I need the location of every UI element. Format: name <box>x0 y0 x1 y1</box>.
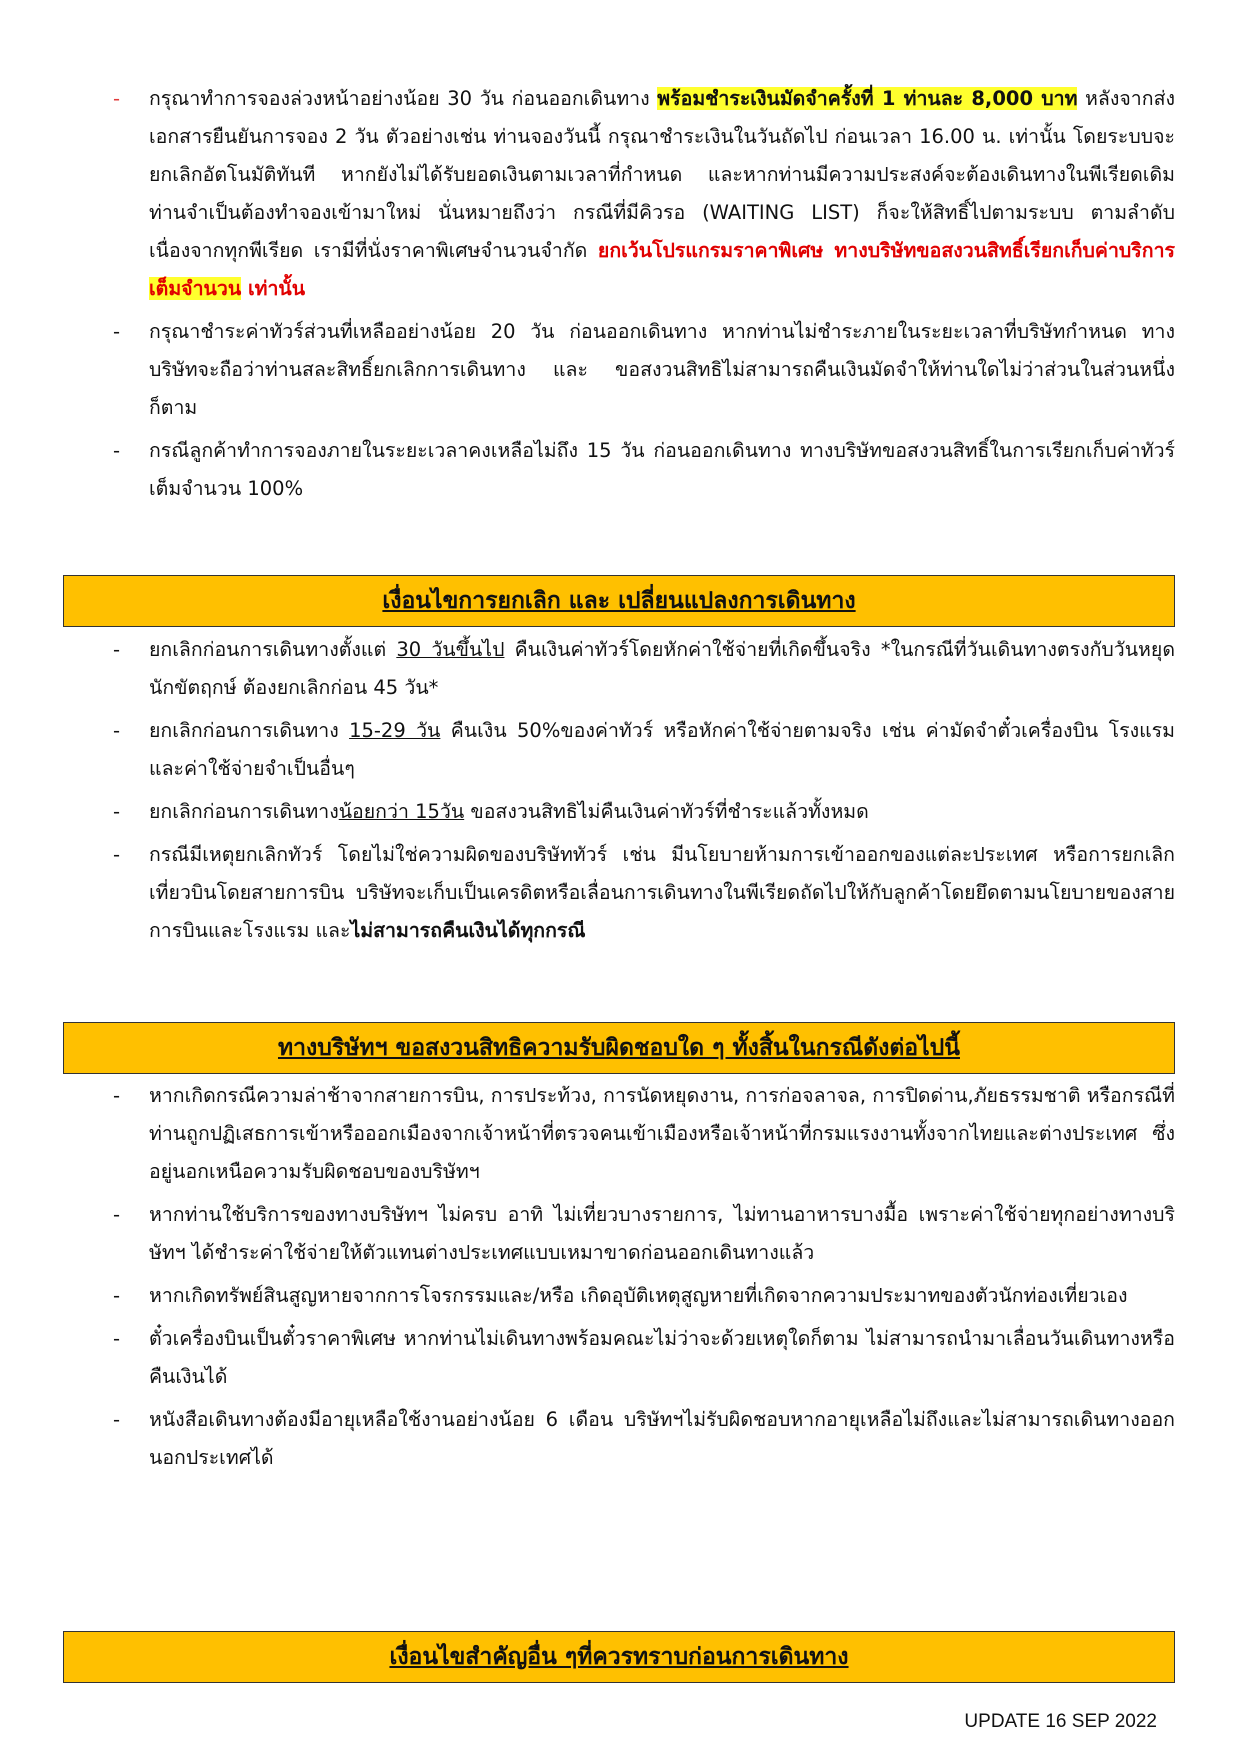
bullet-dash: - <box>113 1203 121 1226</box>
late-booking-text: กรณีลูกค้าทำการจองภายในระยะเวลาคงเหลือไม่ถึง 15 วัน ก่อนออกเดินทาง ทางบริษัทขอสงวนสิทธิ์ในการเรียกเก็บค่าทัวร์เต็มจำนวน 100% <box>149 439 1175 500</box>
liability-text: หนังสือเดินทางต้องมีอายุเหลือใช้งานอย่างน้อย 6 เดือน บริษัทฯไม่รับผิดชอบหากอายุเหลือไม่ถึงและไม่สามารถเดินทางออกนอกประเทศได้ <box>149 1408 1175 1469</box>
section-title: เงื่อนไขสำคัญอื่น ๆที่ควรทราบก่อนการเดินทาง <box>389 1644 849 1670</box>
list-item <box>0 313 1241 427</box>
cancel-text: คืนเงิน 50%ของค่าทัวร์ หรือหักค่าใช้จ่ายตามจริง เช่น ค่ามัดจำตั๋วเครื่องบิน โรงแรม และค่าใช้จ่ายจำเป็นอื่นๆ <box>149 719 1175 780</box>
deposit-highlight: พร้อมชำระเงินมัดจำครั้งที่ 1 ท่านละ 8,000 บาท <box>657 87 1078 110</box>
bullet-dash: - <box>113 800 121 823</box>
cancel-text: กรณีมีเหตุยกเลิกทัวร์ โดยไม่ใช่ความผิดของบริษัททัวร์ เช่น มีนโยบายห้ามการเข้าออกของแต่ละประเทศ หรือการยกเลิกเที่ยวบินโดยสายการบิน บริษัทจะเก็บเป็นเครดิตหรือเลื่อนการเดินทางในพีเรียดถัดไปให้กับลูกค้าโดยยึดตามนโยบายของสายการบินและโรงแรม และ <box>149 843 1175 942</box>
booking-text: หลังจากส่งเอกสารยืนยันการจอง 2 วัน ตัวอย่างเช่น ท่านจองวันนี้ กรุณาชำระเงินในวันถัดไป ก่อนเวลา 16.00 น. เท่านั้น โดยระบบจะยกเลิกอัตโนมัติทันที หากยังไม่ได้รับยอดเงินตามเวลาที่กำหนด และหากท่านมีความประสงค์จะต้องเดินทางในพีเรียดเดิม ท่านจำเป็นต้องทำจองเข้ามาใหม่ นั่นหมายถึงว่า กรณีที่มีคิวรอ (WAITING LIST) ก็จะให้สิทธิ์ไปตามระบบ ตามลำดับ เนื่องจากทุกพีเรียด เรามีที่นั่งราคาพิเศษจำนวนจำกัด <box>149 87 1175 262</box>
cancel-text: ยกเลิกก่อนการเดินทาง <box>149 800 339 823</box>
list-item <box>0 793 1241 831</box>
list-item <box>0 1077 1241 1191</box>
list-item <box>0 1320 1241 1396</box>
list-item <box>0 1277 1241 1315</box>
exception-note: ยกเว้นโปรแกรมราคาพิเศษ ทางบริษัทขอสงวนสิทธิ์เรียกเก็บค่าบริการ <box>597 239 1176 262</box>
bullet-dash: - <box>113 320 121 343</box>
liability-section-header <box>63 1022 1175 1074</box>
bullet-dash: - <box>113 1284 121 1307</box>
liability-text: ตั๋วเครื่องบินเป็นตั๋วราคาพิเศษ หากท่านไม่เดินทางพร้อมคณะไม่ว่าจะด้วยเหตุใดก็ตาม ไม่สามารถนำมาเลื่อนวันเดินทางหรือคืนเงินได้ <box>149 1327 1175 1388</box>
list-item <box>0 631 1241 707</box>
booking-list <box>0 80 1241 513</box>
cancel-text: ยกเลิกก่อนการเดินทางตั้งแต่ <box>149 638 397 661</box>
bullet-dash: - <box>113 719 121 742</box>
cancel-list <box>0 631 1241 955</box>
cancel-text: คืนเงินค่าทัวร์โดยหักค่าใช้จ่ายที่เกิดขึ้นจริง *ในกรณีที่วันเดินทางตรงกับวันหยุดนักขัตฤกษ์ ต้องยกเลิกก่อน 45 วัน* <box>149 638 1175 699</box>
other-section-header <box>63 1631 1175 1683</box>
section-title: ทางบริษัทฯ ขอสงวนสิทธิความรับผิดชอบใด ๆ ทั้งสิ้นในกรณีดังต่อไปนี้ <box>277 1035 960 1061</box>
cancel-period: 30 วันขึ้นไป <box>396 638 505 661</box>
liability-text: หากท่านใช้บริการของทางบริษัทฯ ไม่ครบ อาทิ ไม่เที่ยวบางรายการ, ไม่ทานอาหารบางมื้อ เพราะค่าใช้จ่ายทุกอย่างทางบริษัทฯ ได้ชำระค่าใช้จ่ายให้ตัวแทนต่างประเทศแบบเหมาขาดก่อนออกเดินทางแล้ว <box>149 1203 1175 1264</box>
balance-payment-text: กรุณาชำระค่าทัวร์ส่วนที่เหลืออย่างน้อย 20 วัน ก่อนออกเดินทาง หากท่านไม่ชำระภายในระยะเวลาที่บริษัทกำหนด ทางบริษัทจะถือว่าท่านสละสิทธิ์ยกเลิกการเดินทาง และ ขอสงวนสิทธิไม่สามารถคืนเงินมัดจำให้ท่านใดไม่ว่าส่วนในส่วนหนึ่งก็ตาม <box>149 320 1175 419</box>
liability-list <box>0 1077 1241 1482</box>
list-item <box>0 432 1241 508</box>
section-title: เงื่อนไขการยกเลิก และ เปลี่ยนแปลงการเดินทาง <box>382 588 856 614</box>
cancel-text: ขอสงวนสิทธิไม่คืนเงินค่าทัวร์ที่ชำระแล้วทั้งหมด <box>464 800 869 823</box>
liability-text: หากเกิดกรณีความล่าช้าจากสายการบิน, การประท้วง, การนัดหยุดงาน, การก่อจลาจล, การปิดด่าน,ภัยธรรมชาติ หรือกรณีที่ท่านถูกปฏิเสธการเข้าหรือออกเมืองจากเจ้าหน้าที่ตรวจคนเข้าเมืองหรือเจ้าหน้าที่กรมแรงงานทั้งจากไทยและต่างประเทศ ซึ่งอยู่นอกเหนือความรับผิดชอบของบริษัทฯ <box>149 1084 1175 1183</box>
bullet-dash: - <box>113 87 121 110</box>
booking-text: กรุณาทำการจองล่วงหน้าอย่างน้อย 30 วัน ก่อนออกเดินทาง <box>149 87 658 110</box>
cancel-period: 15-29 วัน <box>349 719 441 742</box>
list-item <box>0 1401 1241 1477</box>
bullet-dash: - <box>113 843 121 866</box>
cancel-section-header <box>63 575 1175 627</box>
list-item <box>0 712 1241 788</box>
no-refund-note: ไม่สามารถคืนเงินได้ทุกกรณี <box>350 919 586 942</box>
liability-text: หากเกิดทรัพย์สินสูญหายจากการโจรกรรมและ/หรือ เกิดอุบัติเหตุสูญหายที่เกิดจากความประมาทของตัวนักท่องเที่ยวเอง <box>149 1284 1128 1307</box>
full-amount-highlight: เต็มจำนวน <box>149 277 242 300</box>
cancel-period: น้อยกว่า 15วัน <box>338 800 465 823</box>
list-item <box>0 1196 1241 1272</box>
exception-note-end: เท่านั้น <box>241 277 306 300</box>
bullet-dash: - <box>113 1327 121 1350</box>
bullet-dash: - <box>113 638 121 661</box>
bullet-dash: - <box>113 1408 121 1431</box>
bullet-dash: - <box>113 439 121 462</box>
list-item <box>0 836 1241 950</box>
update-date: UPDATE 16 SEP 2022 <box>964 1711 1157 1732</box>
list-item <box>0 80 1241 308</box>
bullet-dash: - <box>113 1084 121 1107</box>
cancel-text: ยกเลิกก่อนการเดินทาง <box>149 719 350 742</box>
